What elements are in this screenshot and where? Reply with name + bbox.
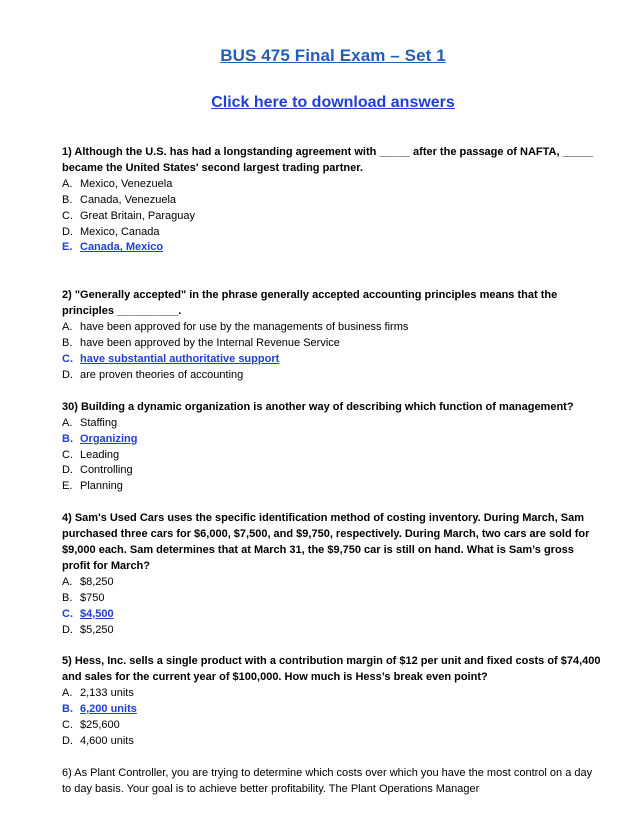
question-text: 5) Hess, Inc. sells a single product with a contribution margin of $12 per unit and fixed costs of $74,400 and sales for the current year of $100,000. How much is Hess’s break even point?: [62, 655, 601, 684]
option-c: C. $25,600: [62, 719, 120, 732]
question-6: [62, 766, 602, 798]
option-b: B. $750: [62, 591, 105, 604]
option-d: D. Controlling: [62, 464, 133, 477]
question-text: 4) Sam's Used Cars uses the specific identification method of costing inventory. During March, Sam purchased three cars for $6,000, $7,500, and $9,750, respectively. During March, two cars are sold for $9,000 each. Sam determines that at March 31, the $9,750 car is still on hand. What is Sam’s gross profit for March?: [62, 512, 590, 572]
option-b-correct[interactable]: B. 6,200 units: [62, 703, 137, 716]
option-d: D. $5,250: [62, 623, 114, 636]
option-a: A. Mexico, Venezuela: [62, 177, 173, 190]
option-d: D. 4,600 units: [62, 735, 134, 747]
option-c: C. Leading: [62, 448, 120, 461]
question-text: 1) Although the U.S. has had a longstanding agreement with _____ after the passage of NAFTA, _____ became the United States' second largest trading partner.: [62, 146, 594, 174]
question-30: [62, 400, 602, 495]
option-e: E. Planning: [62, 480, 123, 493]
option-b: B. have been approved by the Internal Revenue Service: [62, 337, 340, 350]
question-1: [62, 145, 602, 256]
option-a: A. have been approved for use by the managements of business firms: [62, 321, 409, 334]
option-e-correct[interactable]: E. Canada, Mexico: [62, 241, 164, 254]
question-4: [62, 511, 602, 638]
option-c-correct[interactable]: C. $4,500: [62, 607, 114, 620]
option-d: D. are proven theories of accounting: [62, 368, 244, 381]
option-a: A. Staffing: [62, 416, 118, 429]
option-c-correct[interactable]: C. have substantial authoritative support: [62, 352, 280, 365]
question-text: 30) Building a dynamic organization is another way of describing which function of management?: [62, 400, 574, 413]
download-answers-link[interactable]: Click here to download answers: [211, 94, 455, 111]
option-a: A. 2,133 units: [62, 687, 134, 700]
option-b: B. Canada, Venezuela: [62, 193, 177, 206]
questions-list: [62, 145, 602, 798]
question-2: [62, 288, 602, 383]
question-text: 2) "Generally accepted" in the phrase generally accepted accounting principles means that the principles __________.: [62, 289, 558, 318]
page-title: BUS 475 Final Exam – Set 1: [220, 46, 446, 65]
option-c: C. Great Britain, Paraguay: [62, 209, 195, 222]
option-a: A. $8,250: [62, 575, 114, 588]
question-text: 6) As Plant Controller, you are trying to determine which costs over which you have the most control on a day to day basis. Your goal is to achieve better profitability. The Plant Operations Manager: [62, 766, 593, 795]
option-d: D. Mexico, Canada: [62, 225, 160, 238]
question-5: [62, 654, 602, 749]
option-b-correct[interactable]: B. Organizing: [62, 432, 138, 445]
